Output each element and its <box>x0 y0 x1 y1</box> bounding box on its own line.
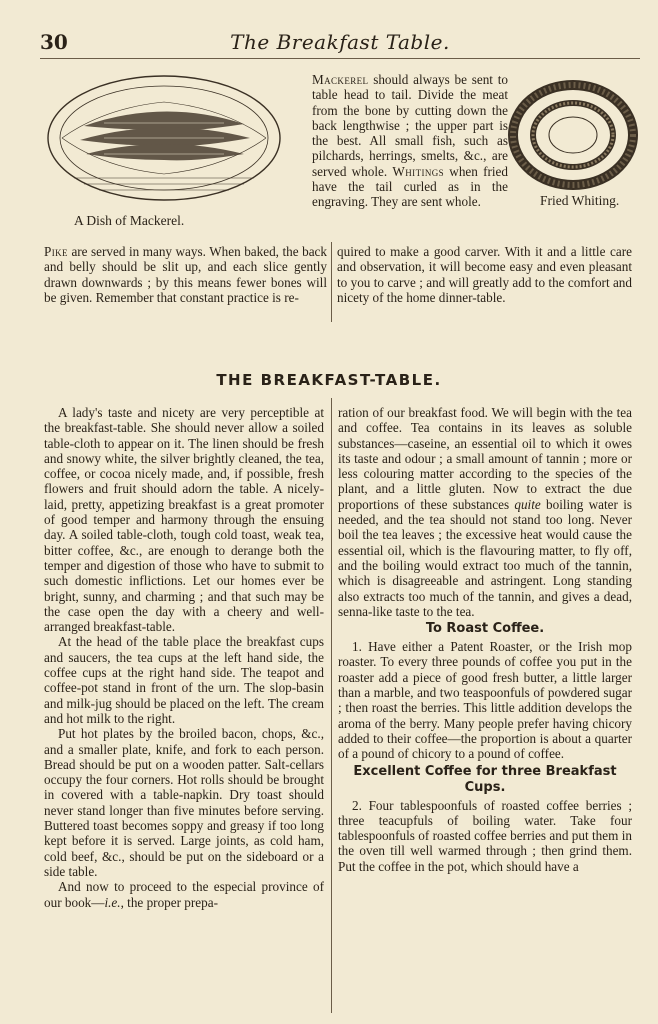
whitings-lead: Whitings <box>392 163 445 179</box>
right-p1-a: ration of our breakfast food. We will begin with the tea and coffee. Tea contains in its leaves as soluble substances—caseine, an essential oil to which it owes its taste and odour ; a small amount of tannin ; more or less colouring matter according to the species of the plant, and a little gluten. Now to extract the due proportions of these substances <box>338 405 632 512</box>
right-column <box>338 405 632 874</box>
left-paragraph-1: A lady's taste and nicety are very perceptible at the breakfast-table. She should never allow a soiled table-cloth to appear on it. The linen should be fresh and snowy white, the silver brightly cleaned, the tea, coffee, or cocoa nicely made, and, if possible, fresh flowers and fruit should adorn the table. A nicely-laid, pretty, appetizing breakfast is a great promoter of good temper and harmony through the ensuing day. A soiled table-cloth, tough cold toast, weak tea, bitter coffee, &c., are enough to derange both the temper and digestion of those who have to submit to such domestic inflictions. Let our homes ever be bright, sunny, and charming ; and that such may be the case open the day with a cheery and well-arranged breakfast-table. <box>44 405 324 635</box>
left-p4-b: , the proper prepa- <box>120 894 218 910</box>
mackerel-dish-engraving <box>44 68 284 208</box>
carving-continuation: quired to make a good carver. With it and a little care and observation, it will become easy and even pleasant to you to carve ; and will greatly add to the comfort and nicety of the home dinner-table. <box>337 244 632 305</box>
recipe-2: 2. Four tablespoonfuls of roasted coffee berries ; three teacupfuls of boiling water. Take four tablespoonfuls of roasted coffee berries and put them in the oven till well warmed through ; then grind them. Put the coffee in the pot, which should have a <box>338 797 632 874</box>
fried-whiting-engraving <box>508 80 638 190</box>
mackerel-caption: A Dish of Mackerel. <box>74 213 185 228</box>
page-number: 30 <box>40 30 68 54</box>
left-paragraph-3: Put hot plates by the broiled bacon, chops, &c., and a smaller plate, knife, and fork to each person. Bread should be put on a wooden patter. Salt-cellars occupy the four corners. Hot rolls should be brought in covered with a table-napkin. Dry toast should never stand longer than five minutes before serving. Buttered toast becomes soppy and greasy if too long kept before it is served. Large joints, as cold ham, cold beef, &c., should be put on the sideboard or a side table. <box>44 726 324 879</box>
whitings-text: when fried have the tail curled as in the engraving. They are sent whole. <box>312 163 508 210</box>
left-column <box>44 405 324 910</box>
recipe-1: 1. Have either a Patent Roaster, or the Irish mop roaster. To every three pounds of coffee you put in the roaster add a piece of good fresh butter, a little larger than a marble, and two teaspoonfuls of powdered sugar ; then roast the berries. This little addition develops the aroma of the berry. Many people prefer having chicory added to their coffee—the proportion is about a quarter of a pound of chicory to a pound of coffee. <box>338 639 632 762</box>
section-title: THE BREAKFAST-TABLE. <box>216 371 442 389</box>
heading-roast-coffee: To Roast Coffee. <box>425 621 545 637</box>
mackerel-lead: Mackerel <box>312 72 369 87</box>
right-p1-b: boiling water is needed, and the tea should not stand too long. Never boil the tea leaves ; the excessive heat would cause the essential oil, which is the flavouring matter, to fly off, and the boiling would extract too much of the tannin, which is disagreeable and astringent. Long standing also extracts too much of the tannin, and gives a dead, senna-like taste to the tea. <box>338 496 632 619</box>
column-divider-main <box>331 398 332 1013</box>
running-title: The Breakfast Table. <box>230 30 450 54</box>
page-header <box>40 30 640 59</box>
right-p1-quite: quite <box>514 496 541 512</box>
mackerel-paragraph <box>312 72 508 210</box>
pike-paragraph <box>44 244 327 305</box>
mackerel-text: should always be sent to table head to tail. Divide the meat from the bone by cutting down the back lengthwise ; the upper part is the best. All small fish, such as pilchards, herrings, smelts, &c., are served whole. <box>312 72 508 179</box>
pike-text: are served in many ways. When baked, the back and belly should be slit up, and each slice gently drawn downwards ; by this means fewer bones will be given. Remember that constant practice is re- <box>44 244 327 305</box>
left-p4-a: And now to proceed to the especial province of our book— <box>44 879 324 910</box>
pike-lead: Pike <box>44 244 68 259</box>
right-paragraph-1 <box>338 405 632 619</box>
left-paragraph-4 <box>44 879 324 910</box>
column-divider-top <box>331 242 332 322</box>
heading-excellent-coffee: Excellent Coffee for three Breakfast Cups. <box>353 763 617 795</box>
left-paragraph-2: At the head of the table place the breakfast cups and saucers, the tea cups at the left hand side, the coffee cups at the right hand side. The teapot and coffee-pot stand in front of the urn. The slop-basin and milk-jug should be placed on the left. The cream and hot milk to the right. <box>44 634 324 726</box>
whiting-caption: Fried Whiting. <box>540 193 620 208</box>
left-p4-ie: i.e. <box>104 894 121 910</box>
